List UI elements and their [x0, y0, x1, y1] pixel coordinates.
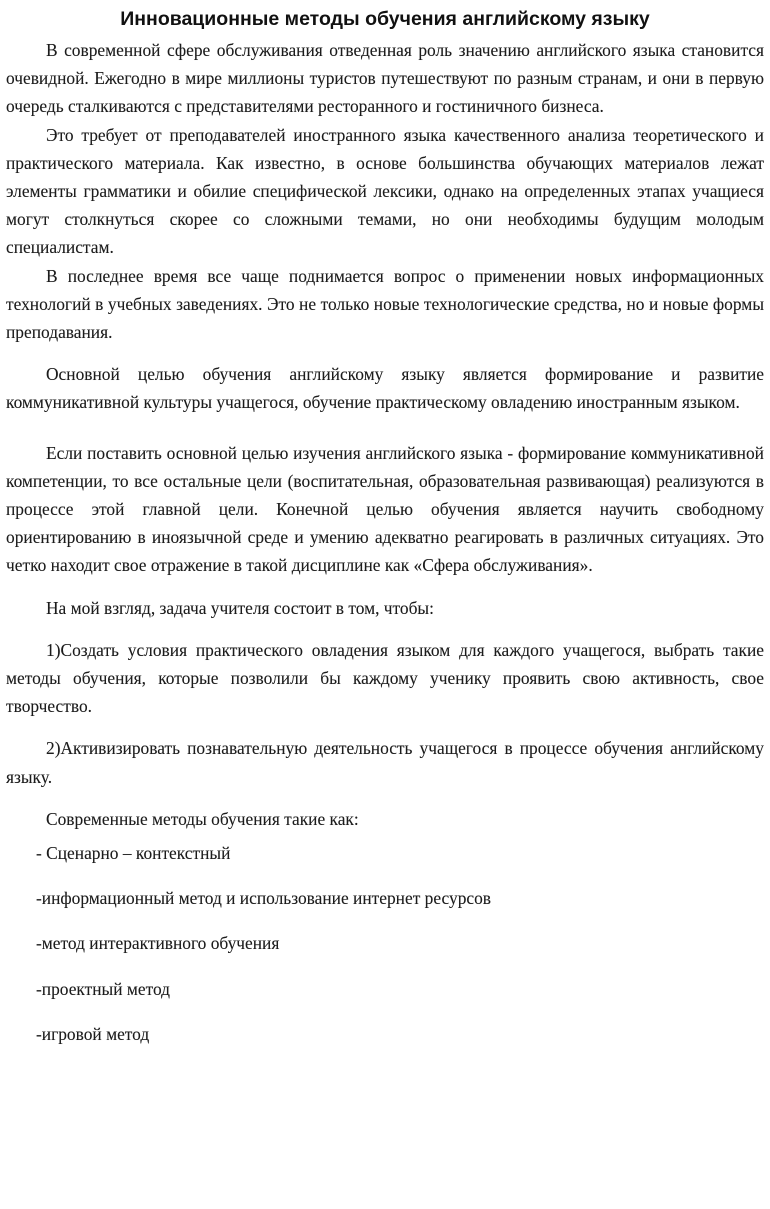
spacer [4, 417, 766, 439]
paragraph-6: На мой взгляд, задача учителя состоит в том, чтобы: [46, 597, 434, 618]
paragraph-8: 2)Активизировать познавательную деятельность учащегося в процессе обучения английскому языку. [6, 738, 764, 787]
list-item: -метод интерактивного обучения [36, 933, 280, 954]
list-item: -проектный метод [36, 978, 171, 999]
page-title: Инновационные методы обучения английскому языку [120, 8, 650, 30]
paragraph-5: Если поставить основной целью изучения английского языка - формирование коммуникативной компетенции, то все остальные цели (воспитательная, образовательная развивающая) реализуются в процессе этой главной цели. Конечной целью обучения является научить свободному ориентированию в иноязычной среде и умению адекватно реагировать в различных ситуациях. Это четко находит свое отражение в такой дисциплине как «Сфера обслуживания». [6, 442, 764, 576]
spacer [4, 622, 766, 636]
paragraph-1: В современной сфере обслуживания отведенная роль значению английского языка становится очевидной. Ежегодно в мире миллионы туристов путешествуют по разным странам, и они в первую очередь сталкиваются с представителями ресторанного и гостиничного бизнеса. [6, 40, 764, 117]
list-item: - Сценарно – контекстный [36, 843, 231, 864]
paragraph-7: 1)Создать условия практического овладения языком для каждого учащегося, выбрать такие методы обучения, которые позволили бы каждому ученику проявить свою активность, свое творчество. [6, 639, 764, 717]
paragraph-3: В последнее время все чаще поднимается вопрос о применении новых информационных технологий в учебных заведениях. Это не только новые технологические средства, но и новые формы преподавания. [6, 265, 764, 343]
paragraph-4: Основной целью обучения английскому языку является формирование и развитие коммуникативной культуры учащегося, обучение практическому овладению иностранным языком. [6, 364, 764, 413]
spacer [4, 720, 766, 734]
spacer [4, 580, 766, 594]
spacer [4, 346, 766, 360]
paragraph-2: Это требует от преподавателей иностранного языка качественного анализа теоретического и практического материала. Как известно, в основе большинства обучающих материалов лежат элементы грамматики и обилие специфической лексики, однако на определенных этапах учащиеся могут столкнуться скорее со сложными темами, но они необходимы будущим молодым специалистам. [6, 124, 764, 258]
methods-list [4, 839, 766, 1048]
spacer [4, 791, 766, 805]
document-body [4, 36, 766, 1048]
paragraph-9: Современные методы обучения такие как: [46, 808, 359, 829]
list-item: -игровой метод [36, 1023, 150, 1044]
list-item: -информационный метод и использование интернет ресурсов [36, 888, 492, 909]
